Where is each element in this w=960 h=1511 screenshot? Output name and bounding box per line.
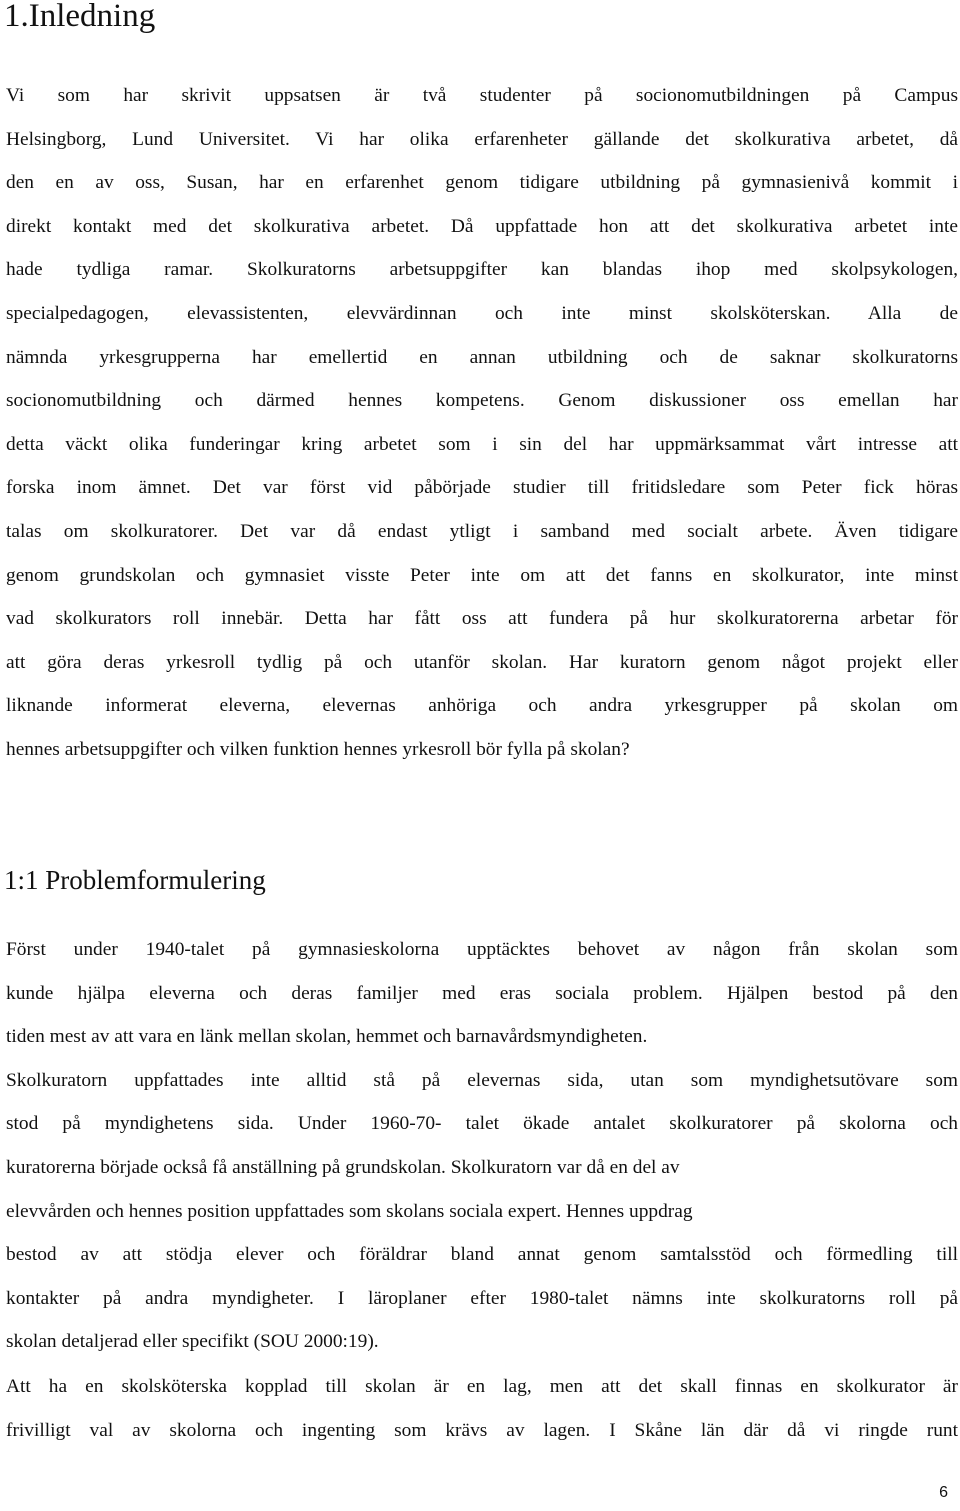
text-line: kontakter på andra myndigheter. I läroplaner efter 1980-talet nämns inte skolkuratorns roll på xyxy=(6,1287,958,1309)
text-line: hennes arbetsuppgifter och vilken funktion hennes yrkesroll bör fylla på skolan? xyxy=(6,738,630,760)
text-line: frivilligt val av skolorna och ingenting som krävs av lagen. I Skåne län där då vi ringde runt xyxy=(6,1419,958,1441)
text-line: elevvården och hennes position uppfattades som skolans sociala expert. Hennes uppdrag xyxy=(6,1200,693,1222)
paragraph-law xyxy=(6,1365,958,1452)
text-line: att göra deras yrkesroll tydlig på och utanför skolan. Har kuratorn genom något projekt eller xyxy=(6,651,958,673)
text-line: socionomutbildning och därmed hennes kompetens. Genom diskussioner oss emellan har xyxy=(6,390,958,412)
paragraph-problem xyxy=(6,928,958,1364)
text-line: vad skolkurators roll innebär. Detta har fått oss att fundera på hur skolkuratorerna arbetar för xyxy=(6,608,958,630)
text-line: detta väckt olika funderingar kring arbetet som i sin del har uppmärksammat vårt intresse att xyxy=(6,433,958,455)
text-line: Skolkuratorn uppfattades inte alltid stå på elevernas sida, utan som myndighetsutövare som xyxy=(6,1069,958,1091)
text-line: specialpedagogen, elevassistenten, elevvärdinnan och inte minst skolsköterskan. Alla de xyxy=(6,302,958,324)
text-line: den en av oss, Susan, har en erfarenhet genom tidigare utbildning på gymnasienivå kommit i xyxy=(6,172,958,194)
text-line: stod på myndighetens sida. Under 1960-70- talet ökade antalet skolkuratorer på skolorna och xyxy=(6,1113,958,1135)
paragraph-intro xyxy=(6,74,958,772)
text-line: kunde hjälpa eleverna och deras familjer med eras sociala problem. Hjälpen bestod på den xyxy=(6,982,958,1004)
text-line: direkt kontakt med det skolkurativa arbetet. Då uppfattade hon att det skolkurativa arbetet inte xyxy=(6,215,958,237)
text-line: kuratorerna började också få anställning på grundskolan. Skolkuratorn var då en del av xyxy=(6,1156,680,1178)
text-line: nämnda yrkesgrupperna har emellertid en annan utbildning och de saknar skolkuratorns xyxy=(6,346,958,368)
text-line: tiden mest av att vara en länk mellan skolan, hemmet och barnavårdsmyndigheten. xyxy=(6,1026,648,1048)
text-line: skolan detaljerad eller specifikt (SOU 2000:19). xyxy=(6,1331,379,1353)
section-heading-problemformulering: 1:1 Problemformulering xyxy=(4,865,266,895)
text-line: talas om skolkuratorer. Det var då endast ytligt i samband med socialt arbete. Även tidigare xyxy=(6,520,958,542)
text-line: genom grundskolan och gymnasiet visste Peter inte om att det fanns en skolkurator, inte minst xyxy=(6,564,958,586)
text-line: Att ha en skolsköterska kopplad till skolan är en lag, men att det skall finnas en skolkurator är xyxy=(6,1376,958,1397)
text-line: liknande informerat eleverna, elevernas anhöriga och andra yrkesgrupper på skolan om xyxy=(6,695,958,717)
text-line: forska inom ämnet. Det var först vid påbörjade studier till fritidsledare som Peter fick höras xyxy=(6,477,958,499)
section-heading-inledning: 1.Inledning xyxy=(4,0,156,34)
text-line: bestod av att stödja elever och föräldrar bland annat genom samtalsstöd och förmedling till xyxy=(6,1244,958,1266)
text-line: Helsingborg, Lund Universitet. Vi har olika erfarenheter gällande det skolkurativa arbetet, då xyxy=(6,128,958,150)
page-number: 6 xyxy=(939,1484,948,1501)
text-line: Först under 1940-talet på gymnasieskolorna upptäcktes behovet av någon från skolan som xyxy=(6,939,958,960)
text-line: Vi som har skrivit uppsatsen är två studenter på socionomutbildningen på Campus xyxy=(6,85,958,106)
text-line: hade tydliga ramar. Skolkuratorns arbetsuppgifter kan blandas ihop med skolpsykologen, xyxy=(6,259,958,281)
